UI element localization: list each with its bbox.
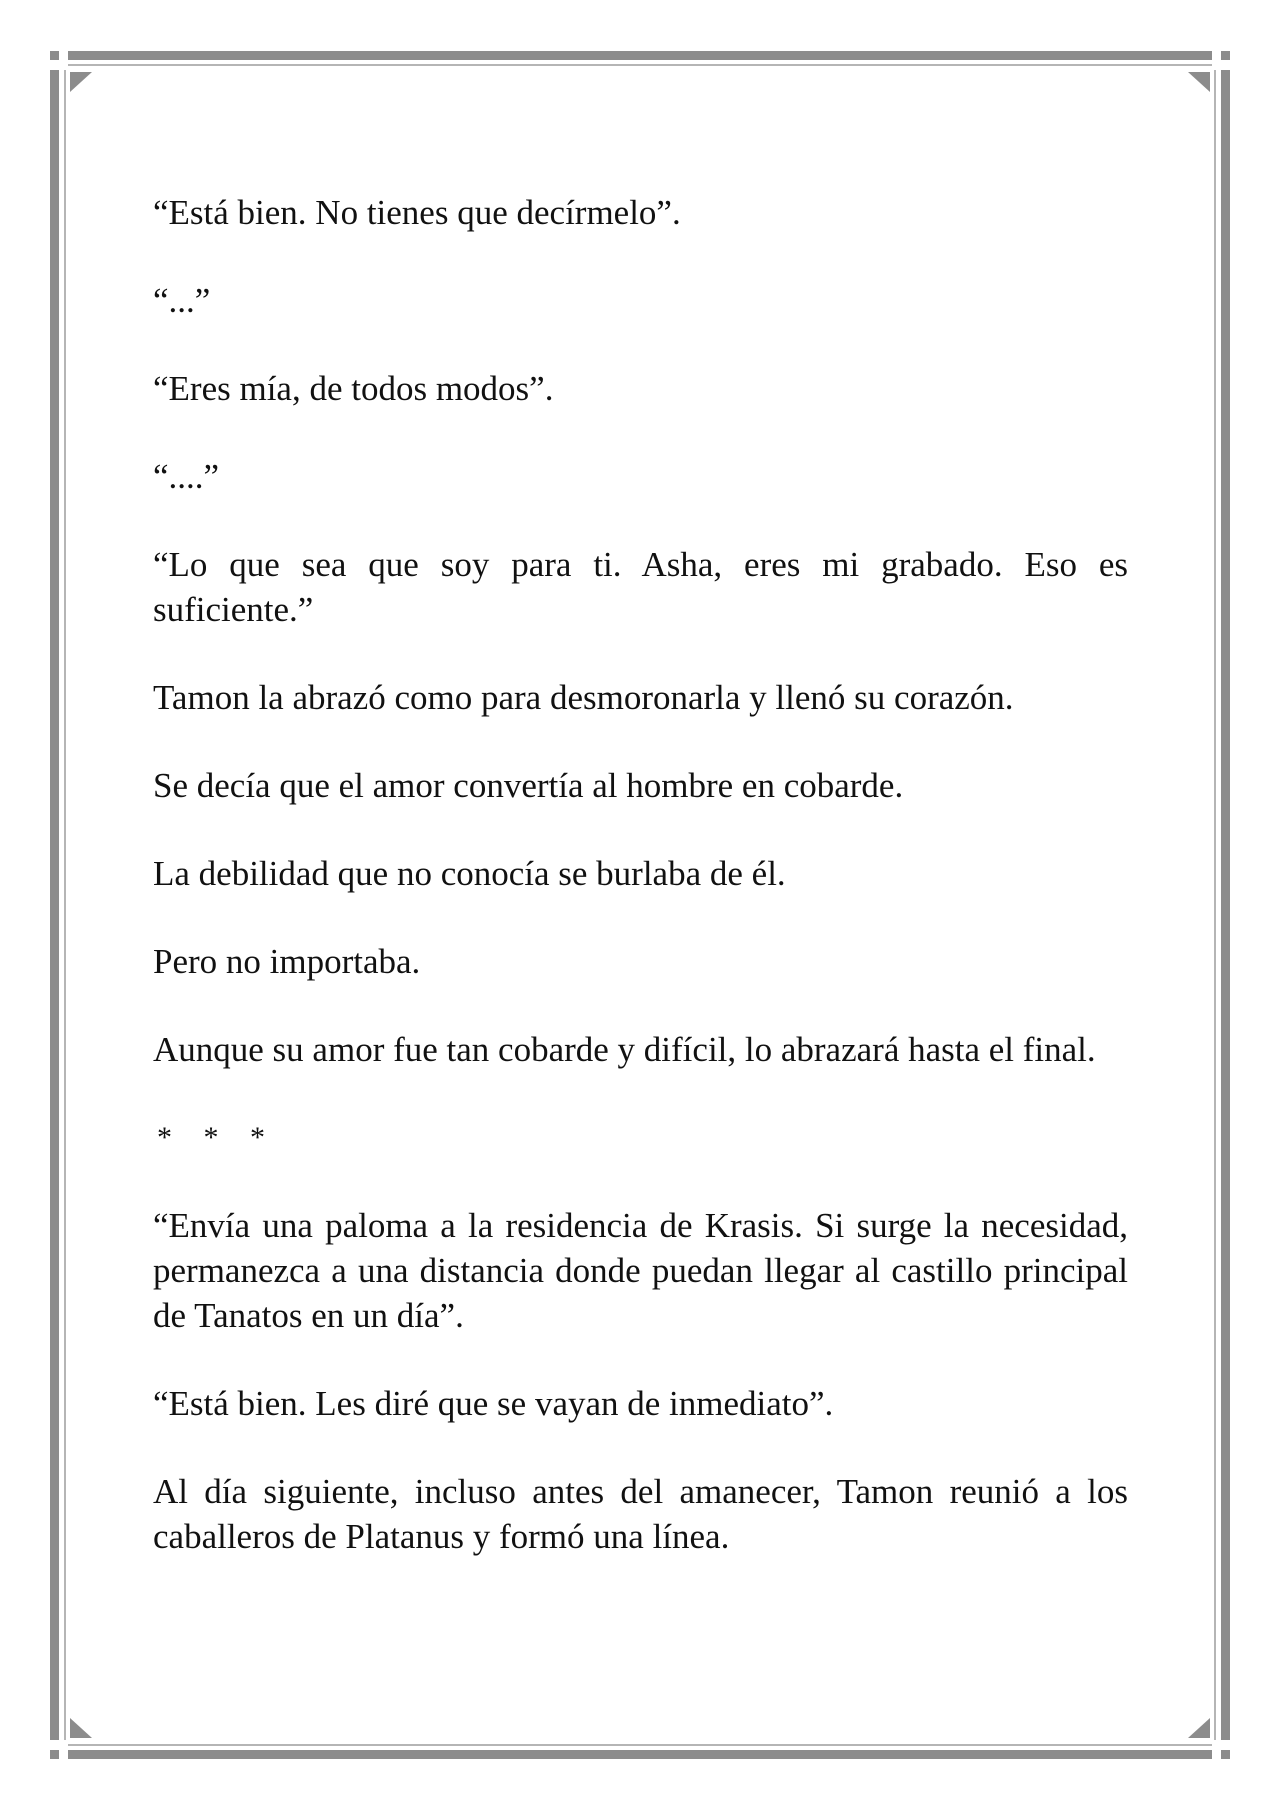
paragraph-13: Al día siguiente, incluso antes del amanecer, Tamon reunió a los caballeros de Platanus y formó una línea. bbox=[153, 1472, 1128, 1556]
paragraph-1: “Está bien. No tienes que decírmelo”. bbox=[153, 193, 681, 232]
paragraph-12: “Está bien. Les diré que se vayan de inmediato”. bbox=[153, 1384, 834, 1423]
paragraph-11: “Envía una paloma a la residencia de Krasis. Si surge la necesidad, permanezca a una distancia donde puedan llegar al castillo principal de Tanatos en un día”. bbox=[153, 1206, 1128, 1335]
paragraph-5: “Lo que sea que soy para ti. Asha, eres mi grabado. Eso es suficiente.” bbox=[153, 545, 1128, 629]
paragraph-4: “....” bbox=[153, 457, 220, 496]
paragraph-8: La debilidad que no conocía se burlaba de él. bbox=[153, 854, 786, 893]
paragraph-10: Aunque su amor fue tan cobarde y difícil, lo abrazará hasta el final. bbox=[153, 1030, 1096, 1069]
paragraph-3: “Eres mía, de todos modos”. bbox=[153, 369, 554, 408]
page-body bbox=[153, 190, 1128, 1602]
paragraph-6: Tamon la abrazó como para desmoronarla y llenó su corazón. bbox=[153, 678, 1014, 717]
paragraph-2: “...” bbox=[153, 281, 211, 320]
paragraph-9: Pero no importaba. bbox=[153, 942, 421, 981]
scene-separator: * * * bbox=[157, 1121, 277, 1154]
paragraph-7: Se decía que el amor convertía al hombre en cobarde. bbox=[153, 766, 904, 805]
